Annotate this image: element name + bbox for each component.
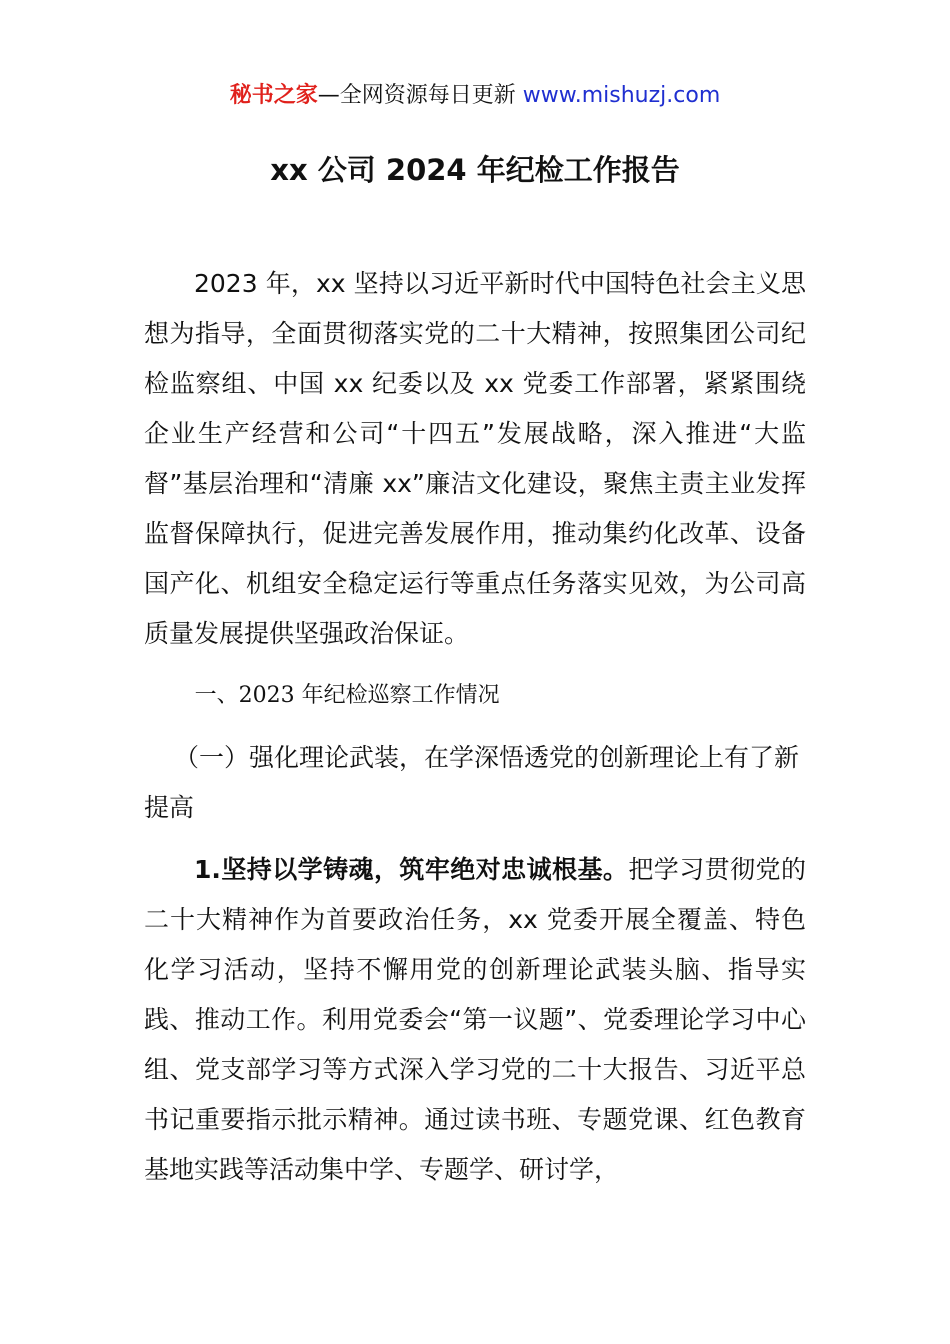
subsection-heading-1: （一）强化理论武装，在学深悟透党的创新理论上有了新提高 [144, 743, 800, 822]
item-1-lead: 1.坚持以学铸魂，筑牢绝对忠诚根基。 [194, 855, 629, 884]
item-1-paragraph [144, 845, 806, 1195]
brand-name: 秘书之家 [229, 83, 318, 108]
intro-paragraph: 2023 年，xx 坚持以习近平新时代中国特色社会主义思想为指导，全面贯彻落实党的二十大精神，按照集团公司纪检监察组、中国 xx 纪委以及 xx 党委工作部署，紧紧围绕企业生产经营和公司“十四五”发展战略，深入推进“大监督”基层治理和“清廉 xx”廉洁文化建设，聚焦主责主业发挥监督保障执行，促进完善发展作用，推动集约化改革、设备国产化、机组安全稳定运行等重点任务落实见效，为公司高质量发展提供坚强政治保证。 [144, 269, 806, 648]
section-heading-1: 一、2023 年纪检巡察工作情况 [194, 683, 500, 708]
item-1-body: 把学习贯彻党的二十大精神作为首要政治任务，xx 党委开展全覆盖、特色化学习活动，坚持不懈用党的创新理论武装头脑、指导实践、推动工作。利用党委会“第一议题”、党委理论学习中心组、党支部学习等方式深入学习党的二十大报告、习近平总书记重要指示批示精神。通过读书班、专题党课、红色教育基地实践等活动集中学、专题学、研讨学， [144, 855, 806, 1184]
document-title: xx 公司 2024 年纪检工作报告 [270, 153, 680, 187]
header-tagline: —全网资源每日更新 [317, 83, 523, 108]
site-header [0, 80, 950, 112]
document-body [144, 259, 806, 1195]
site-url-link[interactable]: www.mishuzj.com [522, 83, 721, 108]
